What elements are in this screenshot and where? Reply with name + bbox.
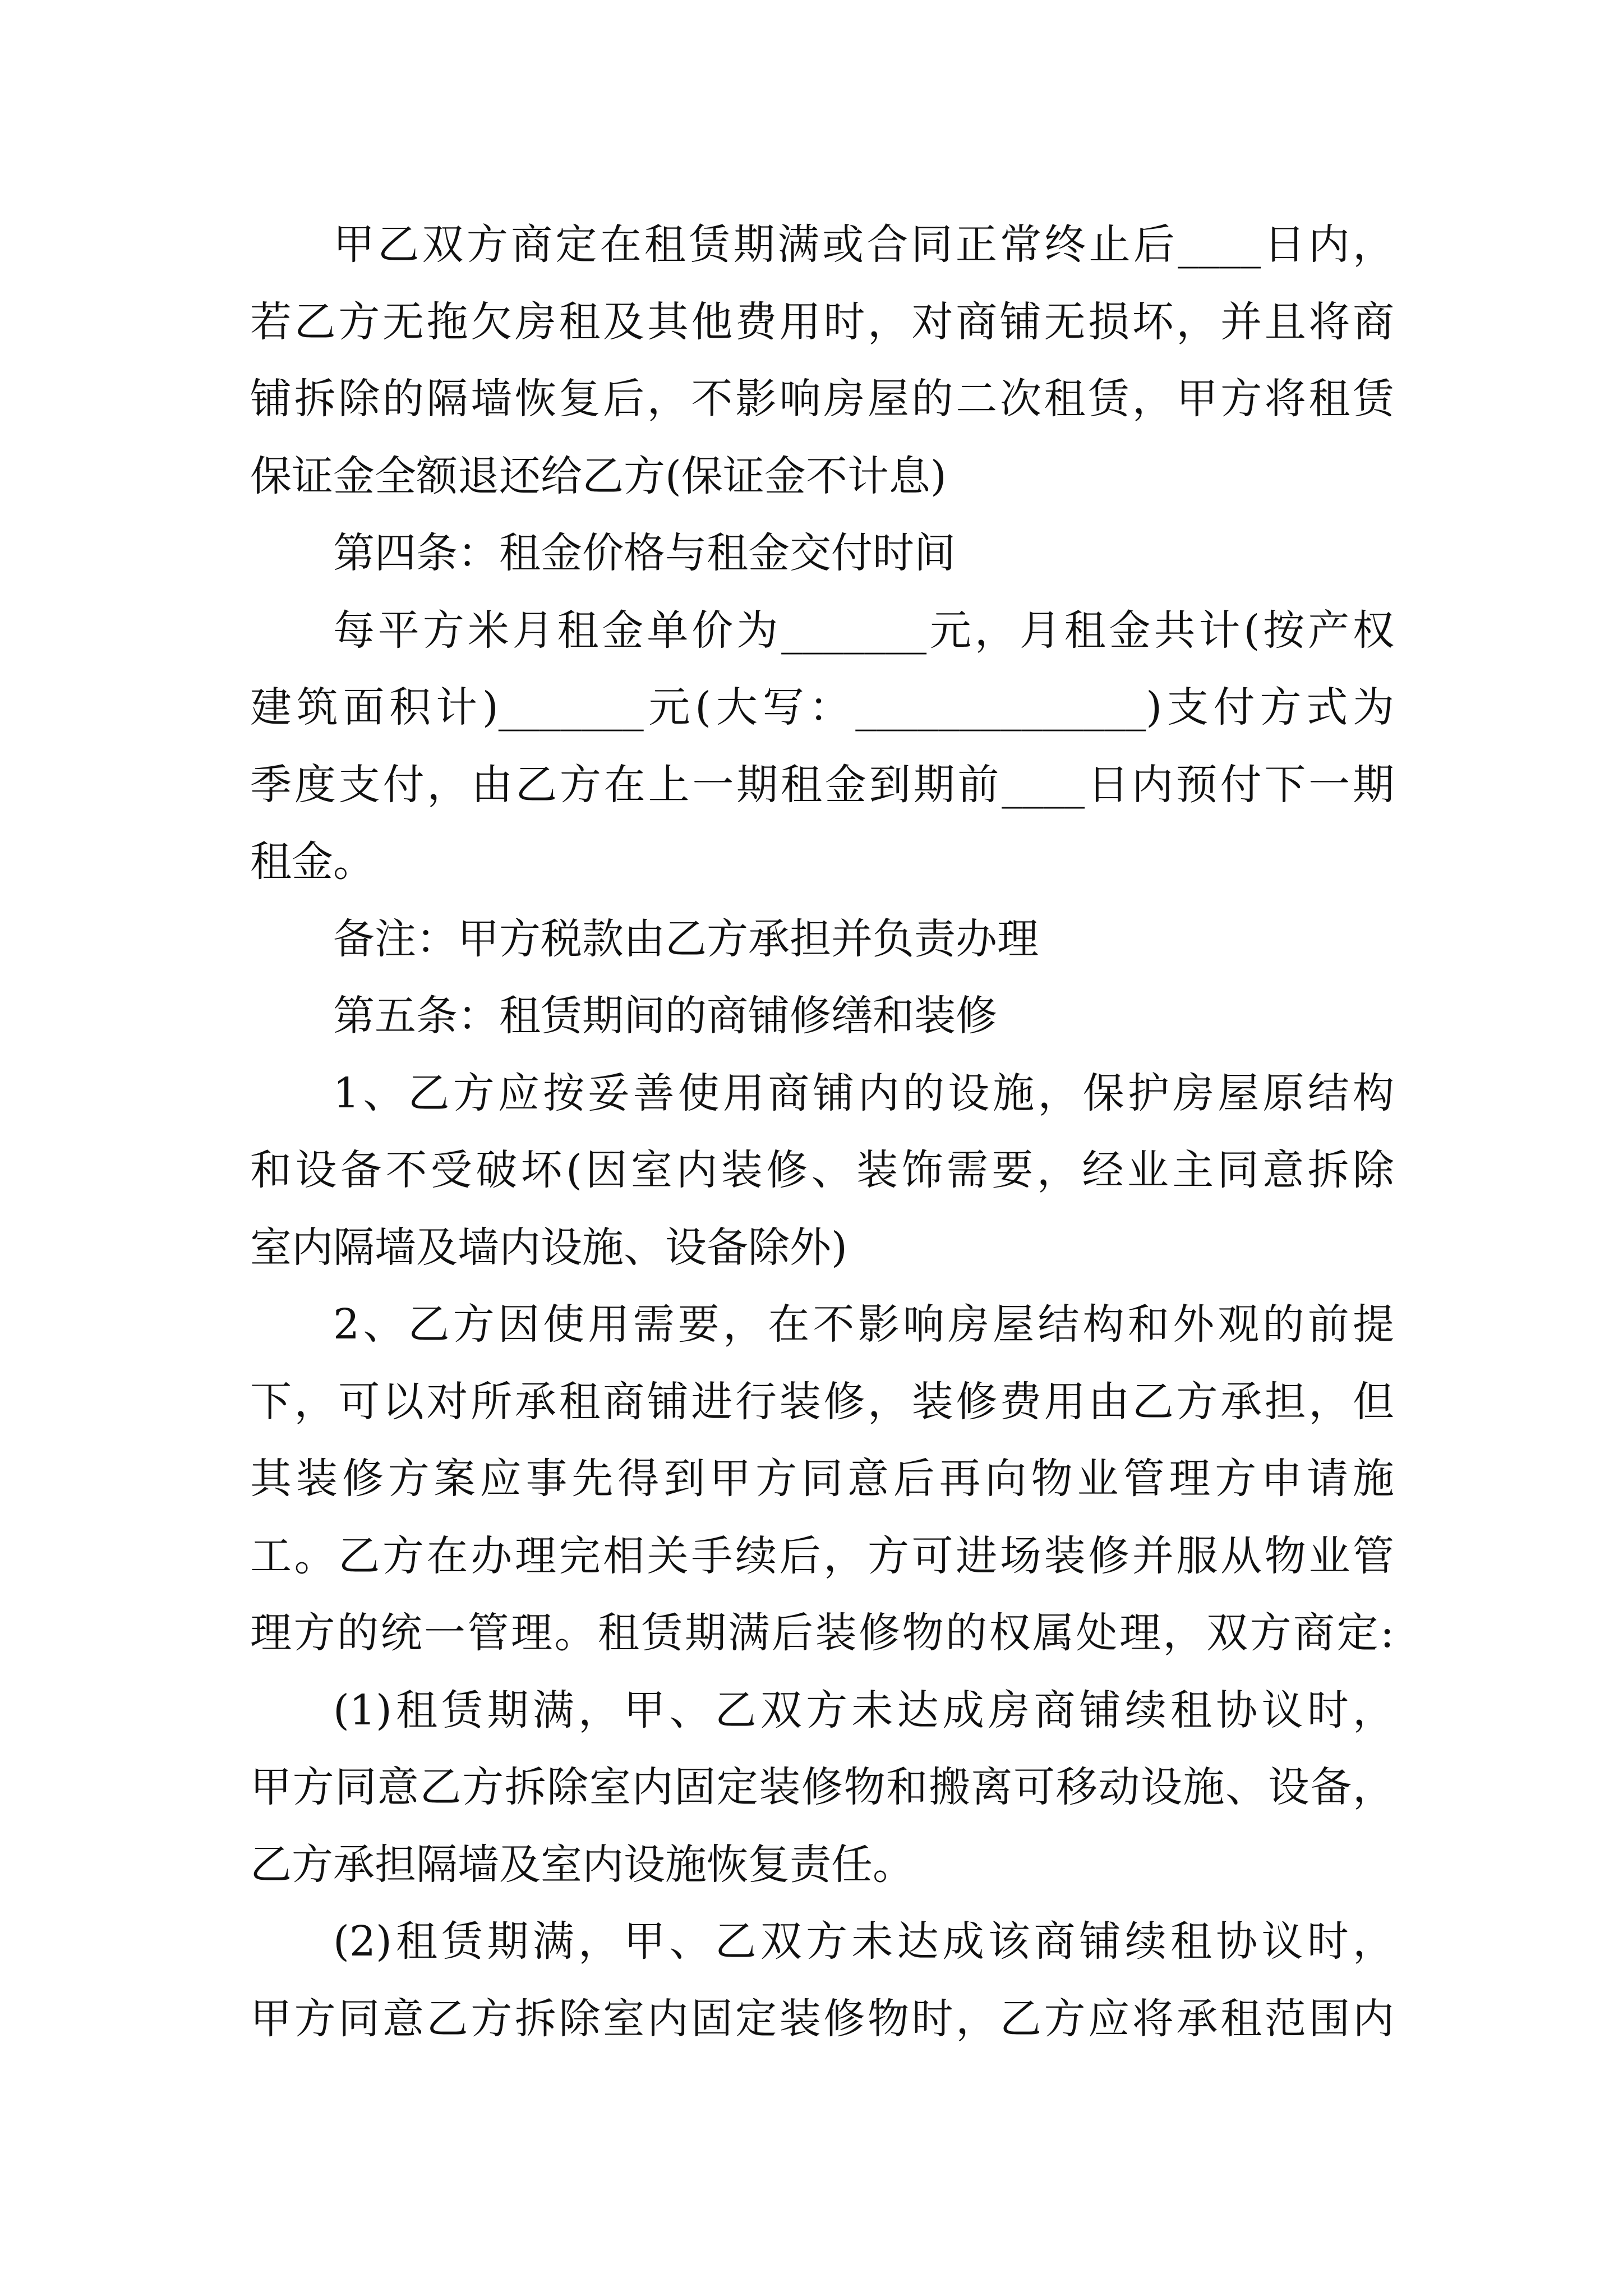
text-line: 下，可以对所承租商铺进行装修，装修费用由乙方承担，但 — [250, 1377, 1394, 1426]
text-line: 甲方同意乙方拆除室内固定装修物时，乙方应将承租范围内 — [250, 1994, 1394, 2043]
text-line: 室内隔墙及墙内设施、设备除外) — [250, 1223, 847, 1272]
text-line: 1、乙方应按妥善使用商铺内的设施，保护房屋原结构 — [333, 1069, 1394, 1117]
text-line: 和设备不受破坏(因室内装修、装饰需要，经业主同意拆除 — [250, 1146, 1394, 1194]
text-line: 2、乙方因使用需要，在不影响房屋结构和外观的前提 — [333, 1300, 1394, 1349]
text-line: 理方的统一管理。租赁期满后装修物的权属处理，双方商定: — [250, 1609, 1394, 1657]
text-line: (1)租赁期满，甲、乙双方未达成房商铺续租协议时， — [333, 1686, 1394, 1734]
text-line: (2)租赁期满，甲、乙双方未达成该商铺续租协议时， — [333, 1917, 1394, 1966]
text-line: 铺拆除的隔墙恢复后，不影响房屋的二次租赁，甲方将租赁 — [250, 375, 1394, 423]
text-line: 甲乙双方商定在租赁期满或合同正常终止后____日内， — [333, 220, 1394, 269]
note-line: 备注：甲方税款由乙方承担并负责办理 — [333, 914, 1039, 963]
text-line: 其装修方案应事先得到甲方同意后再向物业管理方申请施 — [250, 1455, 1394, 1503]
text-line: 保证金全额退还给乙方(保证金不计息) — [250, 452, 947, 500]
document-body — [250, 206, 1394, 2058]
section-heading: 第四条：租金价格与租金交付时间 — [333, 529, 956, 577]
text-line: 季度支付，由乙方在上一期租金到期前____日内预付下一期 — [250, 760, 1394, 809]
text-line: 甲方同意乙方拆除室内固定装修物和搬离可移动设施、设备， — [250, 1763, 1394, 1811]
text-line: 租金。 — [250, 838, 375, 886]
text-line: 工。乙方在办理完相关手续后，方可进场装修并服从物业管 — [250, 1531, 1394, 1580]
section-heading: 第五条：租赁期间的商铺修缮和装修 — [333, 992, 997, 1040]
text-line: 建筑面积计)_______元(大写：______________)支付方式为 — [250, 683, 1394, 731]
text-line: 乙方承担隔墙及室内设施恢复责任。 — [250, 1840, 914, 1889]
text-line: 每平方米月租金单价为_______元，月租金共计(按产权 — [333, 606, 1394, 655]
text-line: 若乙方无拖欠房租及其他费用时，对商铺无损坏，并且将商 — [250, 297, 1394, 346]
